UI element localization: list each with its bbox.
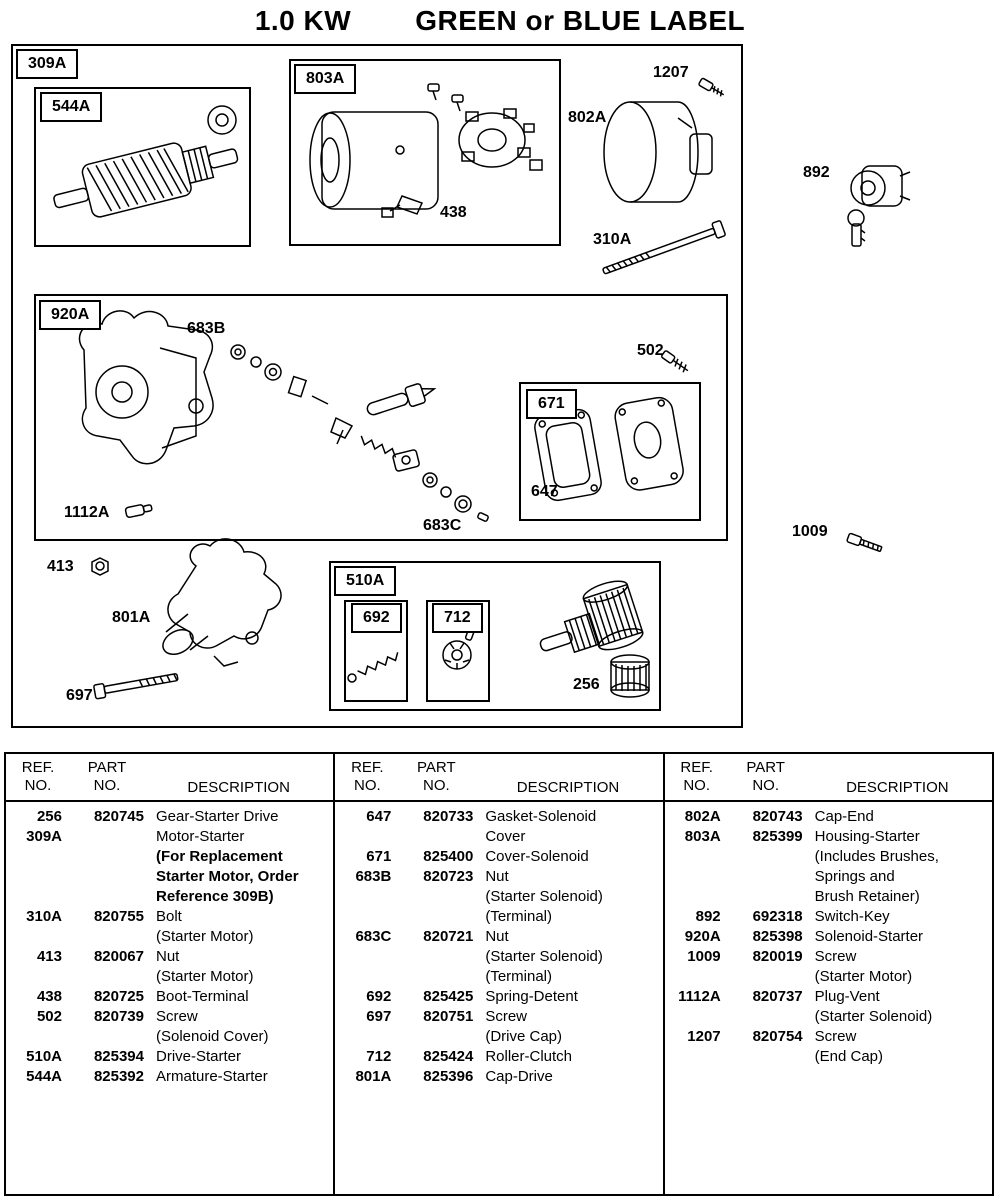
table-row: [335, 1027, 662, 1047]
part-no-cell: [721, 1007, 803, 1027]
ref-no-cell: [665, 867, 721, 887]
description-cell: (Starter Motor): [156, 968, 254, 985]
diagram-label-256: 256: [573, 676, 600, 693]
part-no-cell: [721, 967, 803, 987]
ref-no-cell: 510A: [26, 1048, 62, 1065]
table-row: [335, 907, 662, 927]
ref-no-cell: [335, 947, 391, 967]
part-no-cell: 825424: [423, 1048, 474, 1065]
table-row: [665, 967, 992, 987]
ref-no-cell: 803A: [684, 828, 721, 845]
diagram-label-510A: 510A: [334, 566, 396, 596]
screw-1207-drawing: [698, 78, 725, 98]
column-header: [6, 754, 333, 802]
table-row: [335, 987, 662, 1007]
diagram-label-671: 671: [526, 389, 577, 419]
part-no-header: PART NO.: [417, 758, 456, 795]
ref-no-cell: [665, 847, 721, 867]
title-label-type: GREEN or BLUE LABEL: [415, 5, 746, 36]
parts-column-2: [333, 754, 662, 1194]
part-no-header: PART NO.: [87, 758, 127, 795]
part-no-cell: 820754: [752, 1028, 803, 1045]
table-row: [6, 867, 333, 887]
description-cell: Cap-End: [814, 808, 874, 825]
part-no-cell: [62, 867, 144, 887]
description-cell: Gasket-Solenoid: [485, 808, 597, 825]
part-no-cell: 825399: [752, 828, 803, 845]
column-header: [335, 754, 662, 802]
diagram-label-1112A: 1112A: [64, 504, 110, 521]
table-row: [665, 907, 992, 927]
table-row: [665, 1027, 992, 1047]
description-cell: Spring-Detent: [485, 988, 578, 1005]
description-cell: Gear-Starter Drive: [156, 808, 279, 825]
part-no-cell: 820739: [93, 1008, 144, 1025]
ref-no-cell: [6, 927, 62, 947]
ref-no-header: REF. NO.: [21, 758, 55, 795]
starter-drive-drawing: [529, 577, 645, 671]
brush-retainer-drawing: [459, 109, 542, 170]
table-row: [6, 807, 333, 827]
diagram-label-1207: 1207: [653, 64, 689, 81]
part-no-cell: [62, 847, 144, 867]
table-row: [665, 867, 992, 887]
description-cell: Cap-Drive: [485, 1068, 553, 1085]
box-920A: [35, 295, 727, 540]
column-body: [665, 802, 992, 1067]
table-row: [335, 1007, 662, 1027]
table-row: [6, 907, 333, 927]
table-row: [665, 807, 992, 827]
terminal-nut-683C-drawing: [423, 473, 489, 522]
ref-no-header: REF. NO.: [351, 758, 384, 795]
table-row: [335, 867, 662, 887]
column-header: [665, 754, 992, 802]
ref-no-cell: [335, 967, 391, 987]
ref-no-cell: [6, 887, 62, 907]
ref-no-cell: 309A: [26, 828, 62, 845]
part-no-cell: [391, 887, 473, 907]
ref-no-cell: [665, 967, 721, 987]
ref-no-cell: [6, 847, 62, 867]
parts-column-1: [6, 754, 333, 1194]
description-cell: Bolt: [156, 908, 182, 925]
part-no-cell: 825396: [423, 1068, 474, 1085]
part-no-cell: 820751: [423, 1008, 474, 1025]
ref-no-cell: [335, 1027, 391, 1047]
description-cell: (Starter Motor): [814, 968, 913, 985]
ref-no-cell: [6, 867, 62, 887]
description-cell: Springs and: [814, 868, 895, 885]
part-no-cell: 820019: [752, 948, 803, 965]
bracket-drawing: [392, 449, 419, 471]
table-row: [665, 927, 992, 947]
ref-no-cell: [6, 967, 62, 987]
diagram-label-803A: 803A: [294, 64, 356, 94]
description-header: DESCRIPTION: [516, 779, 620, 796]
part-no-cell: 820721: [423, 928, 474, 945]
screw-697-drawing: [94, 671, 179, 699]
roller-clutch-drawing: [443, 627, 475, 669]
diagram-label-438: 438: [440, 204, 467, 221]
table-row: [335, 827, 662, 847]
terminal-boot-drawing: [382, 196, 422, 217]
diagram-label-502: 502: [637, 342, 664, 359]
diagram-label-309A: 309A: [16, 49, 78, 79]
description-cell: (Terminal): [485, 908, 553, 925]
description-cell: Drive-Starter: [156, 1048, 242, 1065]
description-cell: Cover-Solenoid: [485, 848, 589, 865]
motor-housing-drawing: [310, 112, 438, 209]
description-cell: Reference 309B): [156, 888, 274, 905]
ref-no-cell: 920A: [684, 928, 721, 945]
part-no-cell: 825398: [752, 928, 803, 945]
armature-drawing: [48, 129, 243, 227]
table-row: [665, 847, 992, 867]
diagram-label-712: 712: [432, 603, 483, 633]
table-row: [335, 967, 662, 987]
column-body: [6, 802, 333, 1087]
part-no-cell: [391, 827, 473, 847]
plunger-drawing: [365, 379, 438, 420]
table-row: [335, 1047, 662, 1067]
ref-no-cell: [335, 887, 391, 907]
ref-no-cell: 683C: [355, 928, 392, 945]
part-no-cell: 820723: [423, 868, 474, 885]
ref-no-cell: 697: [366, 1008, 392, 1025]
description-cell: Nut: [156, 948, 180, 965]
end-cap-drawing: [604, 102, 712, 202]
ref-no-cell: 892: [695, 908, 721, 925]
title-power-rating: 1.0 KW: [254, 5, 352, 36]
table-row: [335, 887, 662, 907]
description-cell: Cover: [485, 828, 526, 845]
ref-no-cell: [335, 827, 391, 847]
description-cell: (Starter Solenoid): [485, 948, 603, 965]
table-row: [6, 847, 333, 867]
diagram-label-892: 892: [803, 164, 830, 181]
part-no-cell: 820725: [93, 988, 144, 1005]
ref-no-cell: 256: [36, 808, 62, 825]
part-no-cell: [62, 887, 144, 907]
table-row: [6, 1027, 333, 1047]
description-cell: (Terminal): [485, 968, 553, 985]
part-no-cell: [62, 1027, 144, 1047]
description-cell: Screw: [156, 1008, 198, 1025]
ref-no-cell: 692: [366, 988, 392, 1005]
table-row: [665, 1047, 992, 1067]
diagram-label-310A: 310A: [593, 231, 632, 248]
description-cell: (Solenoid Cover): [156, 1028, 269, 1045]
ref-no-cell: 1207: [687, 1028, 721, 1045]
description-cell: Housing-Starter: [814, 828, 920, 845]
ref-no-cell: 683B: [355, 868, 392, 885]
ref-no-cell: 438: [36, 988, 62, 1005]
ref-no-cell: 712: [366, 1048, 392, 1065]
diagram-label-692: 692: [351, 603, 402, 633]
detent-ball-drawing: [348, 674, 356, 682]
part-no-cell: [391, 1027, 473, 1047]
description-header: DESCRIPTION: [846, 779, 949, 796]
part-no-cell: 820733: [423, 808, 474, 825]
description-cell: Nut: [485, 868, 509, 885]
part-no-cell: 825425: [423, 988, 474, 1005]
diagram-label-683B: 683B: [187, 320, 226, 337]
table-row: [6, 967, 333, 987]
table-row: [665, 1007, 992, 1027]
parts-column-3: [663, 754, 992, 1194]
description-cell: (End Cap): [814, 1048, 884, 1065]
nut-413-drawing: [92, 558, 108, 575]
cover-solenoid-drawing: [613, 395, 685, 492]
description-cell: Armature-Starter: [156, 1068, 268, 1085]
diagram-label-1009: 1009: [792, 523, 828, 540]
part-no-header: PART NO.: [746, 758, 785, 795]
part-no-cell: 820745: [93, 808, 144, 825]
part-no-cell: 820743: [752, 808, 803, 825]
table-row: [6, 987, 333, 1007]
diagram-label-647: 647: [531, 483, 558, 500]
ref-no-cell: 310A: [26, 908, 62, 925]
description-cell: Switch-Key: [814, 908, 890, 925]
ref-no-cell: [665, 1047, 721, 1067]
description-cell: Solenoid-Starter: [814, 928, 924, 945]
ref-no-cell: 1112A: [678, 988, 721, 1005]
description-cell: Roller-Clutch: [485, 1048, 573, 1065]
ref-no-cell: 1009: [687, 948, 721, 965]
part-no-cell: [721, 867, 803, 887]
part-no-cell: 820067: [93, 948, 144, 965]
description-cell: Starter Motor, Order: [156, 868, 299, 885]
part-no-cell: [391, 947, 473, 967]
ref-no-cell: 413: [36, 948, 62, 965]
table-row: [6, 887, 333, 907]
table-row: [665, 947, 992, 967]
table-row: [6, 1067, 333, 1087]
diagram-label-413: 413: [47, 558, 74, 575]
ref-no-cell: [665, 887, 721, 907]
part-no-cell: 825394: [93, 1048, 144, 1065]
description-cell: (Includes Brushes,: [814, 848, 939, 865]
part-no-cell: [391, 907, 473, 927]
gear-256-drawing: [611, 655, 649, 697]
description-cell: Motor-Starter: [156, 828, 245, 845]
description-cell: Screw: [814, 948, 857, 965]
part-no-cell: [391, 967, 473, 987]
return-spring-drawing: [358, 436, 398, 458]
part-no-cell: [62, 927, 144, 947]
description-header: DESCRIPTION: [187, 779, 290, 796]
table-row: [665, 887, 992, 907]
description-cell: (For Replacement: [156, 848, 283, 865]
ref-no-cell: [665, 1007, 721, 1027]
description-cell: Nut: [485, 928, 509, 945]
ref-no-cell: 671: [366, 848, 392, 865]
description-cell: (Drive Cap): [485, 1028, 563, 1045]
table-row: [335, 1067, 662, 1087]
part-no-cell: [62, 827, 144, 847]
part-no-cell: [721, 847, 803, 867]
ref-no-cell: [6, 1027, 62, 1047]
table-row: [6, 947, 333, 967]
parts-table: [4, 752, 994, 1196]
table-row: [335, 927, 662, 947]
key-switch-drawing: [848, 166, 910, 246]
ref-no-cell: 647: [366, 808, 392, 825]
table-row: [335, 807, 662, 827]
part-no-cell: 692318: [752, 908, 803, 925]
diagram-label-683C: 683C: [423, 517, 462, 534]
housing-screws-drawing: [428, 84, 463, 111]
diagram-label-544A: 544A: [40, 92, 102, 122]
description-cell: Screw: [814, 1028, 857, 1045]
screw-502-drawing: [661, 350, 690, 374]
part-no-cell: 820755: [93, 908, 144, 925]
table-row: [6, 1047, 333, 1067]
part-no-cell: [62, 967, 144, 987]
lever-drawing: [331, 418, 352, 444]
table-row: [6, 1007, 333, 1027]
part-no-cell: 825392: [93, 1068, 144, 1085]
cap-drive-drawing: [159, 539, 281, 666]
description-cell: Plug-Vent: [814, 988, 880, 1005]
description-cell: Brush Retainer): [814, 888, 920, 905]
part-no-cell: [721, 887, 803, 907]
table-row: [6, 927, 333, 947]
description-cell: (Starter Motor): [156, 928, 254, 945]
ref-no-cell: 544A: [26, 1068, 62, 1085]
bolt-310A-drawing: [601, 220, 726, 278]
part-no-cell: 820737: [752, 988, 803, 1005]
ref-no-cell: [335, 907, 391, 927]
diagram-label-697: 697: [66, 687, 93, 704]
table-row: [665, 827, 992, 847]
ref-no-cell: 801A: [355, 1068, 392, 1085]
description-cell: Boot-Terminal: [156, 988, 249, 1005]
diagram-label-802A: 802A: [568, 109, 607, 126]
table-row: [335, 847, 662, 867]
table-row: [6, 827, 333, 847]
terminal-nuts-washers-drawing: [231, 345, 328, 404]
part-no-cell: [721, 1047, 803, 1067]
part-no-cell: 825400: [423, 848, 474, 865]
plug-vent-drawing: [125, 503, 153, 518]
ref-no-header: REF. NO.: [680, 758, 713, 795]
spring-detent-drawing: [358, 649, 401, 680]
screw-1009-drawing: [847, 533, 883, 553]
diagram-label-920A: 920A: [39, 300, 101, 330]
bearing-drawing: [208, 106, 236, 134]
description-cell: Screw: [485, 1008, 528, 1025]
description-cell: (Starter Solenoid): [485, 888, 603, 905]
table-row: [335, 947, 662, 967]
column-body: [335, 802, 662, 1087]
ref-no-cell: 502: [36, 1008, 62, 1025]
diagram-label-801A: 801A: [112, 609, 151, 626]
description-cell: (Starter Solenoid): [814, 1008, 933, 1025]
ref-no-cell: 802A: [684, 808, 721, 825]
table-row: [665, 987, 992, 1007]
